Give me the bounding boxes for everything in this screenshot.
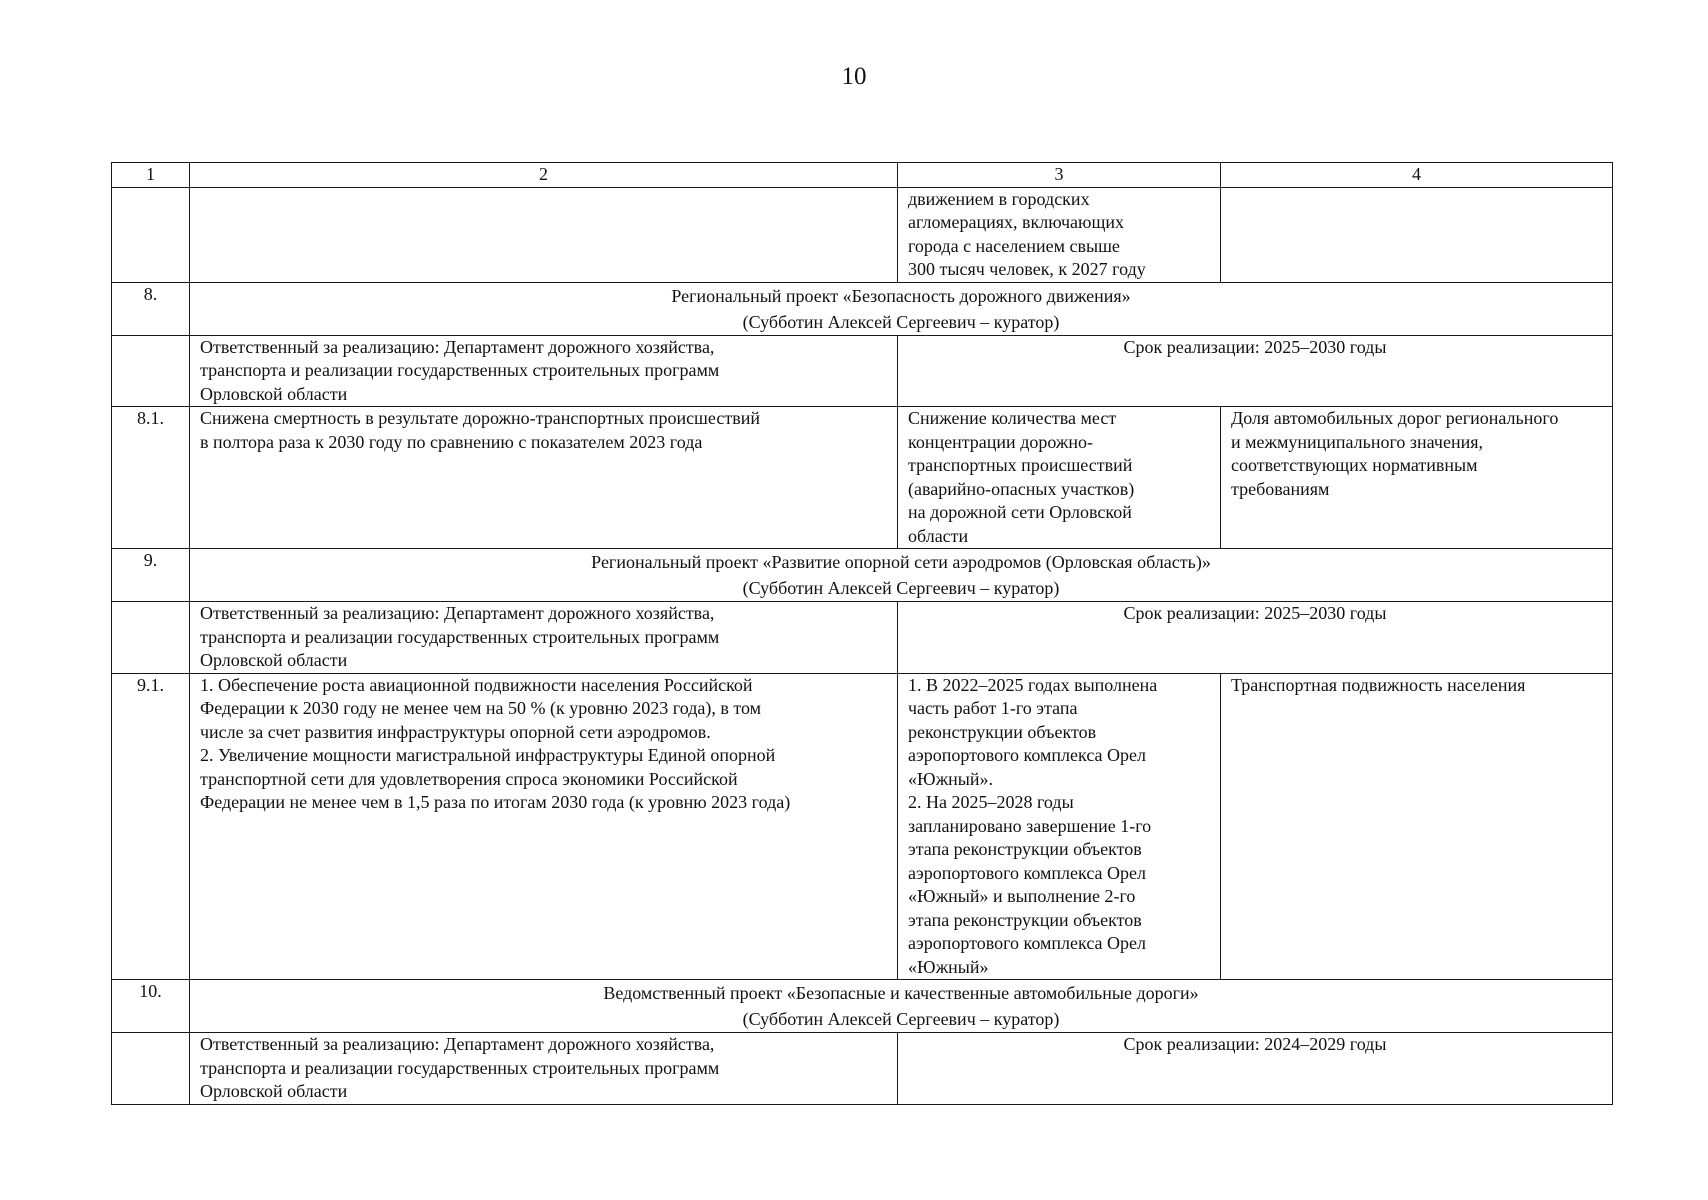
text-line: 2. Увеличение мощности магистральной инфраструктуры Единой опорной — [200, 745, 776, 765]
item-row — [112, 673, 1613, 980]
text-line: аэропортового комплекса Орел — [908, 862, 1146, 883]
item-number: 9.1. — [112, 673, 190, 980]
term-cell: Срок реализации: 2024–2029 годы — [898, 1033, 1613, 1105]
text-line: запланировано завершение 1-го — [908, 815, 1152, 836]
term-cell: Срок реализации: 2025–2030 годы — [898, 335, 1613, 407]
text-line: и межмуниципального значения, — [1231, 431, 1484, 452]
section-curator: (Субботин Алексей Сергеевич – куратор) — [742, 1009, 1060, 1029]
text-line: на дорожной сети Орловской — [908, 502, 1132, 522]
section-title-cell — [190, 980, 1613, 1033]
text-line: транспорта и реализации государственных строительных программ — [200, 626, 720, 647]
section-number: 10. — [112, 980, 190, 1033]
responsible-num-cell — [112, 602, 190, 674]
text-line: Федерации не менее чем в 1,5 раза по итогам 2030 года (к уровню 2023 года) — [200, 792, 791, 812]
section-number: 9. — [112, 549, 190, 602]
continuation-col4-cell — [1221, 187, 1613, 282]
responsible-cell — [190, 1033, 898, 1105]
text-line: аэропортового комплекса Орел — [908, 745, 1146, 765]
text-line: «Южный». — [908, 768, 994, 789]
continuation-row — [112, 187, 1613, 282]
column-number-3: 3 — [898, 163, 1221, 188]
responsible-cell — [190, 335, 898, 407]
text-line: Федерации к 2030 году не менее чем на 50 % (к уровню 2023 года), в том — [200, 698, 762, 718]
column-number-row — [112, 163, 1613, 188]
text-line: транспортных происшествий — [908, 455, 1133, 475]
section-header-row — [112, 980, 1613, 1033]
text-line: области — [908, 525, 969, 546]
text-line: этапа реконструкции объектов — [908, 839, 1142, 859]
section-curator: (Субботин Алексей Сергеевич – куратор) — [742, 311, 1060, 332]
term-cell: Срок реализации: 2025–2030 годы — [898, 602, 1613, 674]
section-title: Региональный проект «Безопасность дорожного движения» — [671, 285, 1131, 306]
text-line: Орловской области — [200, 650, 348, 670]
continuation-col3-cell — [898, 187, 1221, 282]
section-header-row — [112, 282, 1613, 335]
section-number: 8. — [112, 282, 190, 335]
continuation-col2-cell — [190, 187, 898, 282]
text-line: часть работ 1-го этапа — [908, 698, 1078, 718]
item-result-cell — [898, 673, 1221, 980]
column-number-1: 1 — [112, 163, 190, 188]
responsible-num-cell — [112, 335, 190, 407]
responsible-row — [112, 335, 1613, 407]
text-line: требованиям — [1231, 478, 1330, 499]
section-title: Ведомственный проект «Безопасные и качественные автомобильные дороги» — [603, 983, 1199, 1003]
continuation-num-cell — [112, 187, 190, 282]
text-line: соответствующих нормативным — [1231, 455, 1478, 475]
item-indicator-cell — [1221, 407, 1613, 549]
text-line: движением в городских — [908, 188, 1090, 209]
responsible-cell — [190, 602, 898, 674]
text-line: 1. Обеспечение роста авиационной подвижности населения Российской — [200, 674, 753, 695]
section-title-cell — [190, 282, 1613, 335]
text-line: Ответственный за реализацию: Департамент дорожного хозяйства, — [200, 1034, 715, 1054]
column-number-4: 4 — [1221, 163, 1613, 188]
text-line: Доля автомобильных дорог регионального — [1231, 408, 1559, 428]
responsible-num-cell — [112, 1033, 190, 1105]
page-number: 10 — [841, 63, 867, 90]
text-line: агломерациях, включающих — [908, 212, 1124, 232]
text-line: Орловской области — [200, 1081, 348, 1101]
text-line: Снижение количества мест — [908, 408, 1117, 428]
text-line: Орловской области — [200, 383, 348, 404]
text-line: Ответственный за реализацию: Департамент дорожного хозяйства, — [200, 336, 715, 357]
item-result-cell — [898, 407, 1221, 549]
text-line: Транспортная подвижность населения — [1231, 674, 1526, 695]
text-line: «Южный» — [908, 956, 989, 977]
responsible-row — [112, 602, 1613, 674]
text-line: транспорта и реализации государственных строительных программ — [200, 1057, 720, 1078]
item-row — [112, 407, 1613, 549]
item-indicator-cell — [1221, 673, 1613, 980]
text-line: реконструкции объектов — [908, 721, 1097, 742]
text-line: в полтора раза к 2030 году по сравнению с показателем 2023 года — [200, 431, 703, 452]
text-line: числе за счет развития инфраструктуры опорной сети аэродромов. — [200, 721, 711, 742]
item-goal-cell — [190, 407, 898, 549]
item-number: 8.1. — [112, 407, 190, 549]
text-line: концентрации дорожно- — [908, 431, 1093, 452]
text-line: «Южный» и выполнение 2-го — [908, 886, 1136, 906]
text-line: этапа реконструкции объектов — [908, 909, 1142, 930]
text-line: 1. В 2022–2025 годах выполнена — [908, 674, 1158, 695]
text-line: транспортной сети для удовлетворения спроса экономики Российской — [200, 768, 738, 789]
section-header-row — [112, 549, 1613, 602]
text-line: транспорта и реализации государственных строительных программ — [200, 360, 720, 380]
text-line: Снижена смертность в результате дорожно-транспортных происшествий — [200, 408, 760, 428]
text-line: 2. На 2025–2028 годы — [908, 792, 1074, 812]
column-number-2: 2 — [190, 163, 898, 188]
text-line: аэропортового комплекса Орел — [908, 933, 1146, 953]
section-title-cell — [190, 549, 1613, 602]
text-line: города с населением свыше — [908, 235, 1120, 256]
section-curator: (Субботин Алексей Сергеевич – куратор) — [742, 578, 1060, 598]
item-goal-cell — [190, 673, 898, 980]
text-line: (аварийно-опасных участков) — [908, 478, 1135, 499]
section-title: Региональный проект «Развитие опорной сети аэродромов (Орловская область)» — [591, 552, 1211, 572]
text-line: 300 тысяч человек, к 2027 году — [908, 259, 1146, 279]
text-line: Ответственный за реализацию: Департамент дорожного хозяйства, — [200, 603, 715, 623]
projects-table — [111, 162, 1613, 1105]
responsible-row — [112, 1033, 1613, 1105]
